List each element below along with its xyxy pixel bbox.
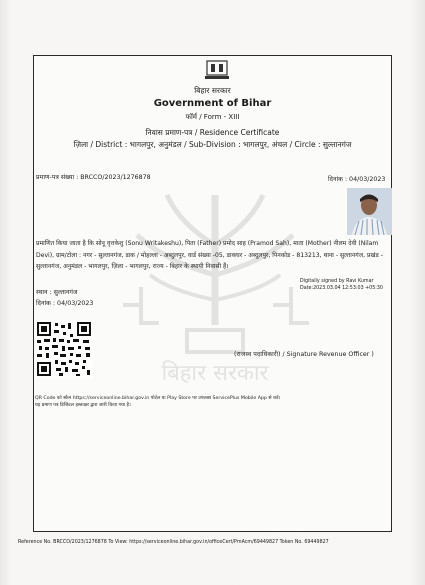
form-number: फॉर्म / Form - XIII — [185, 113, 240, 121]
place-label: स्थान : सुल्तानगंज — [36, 289, 78, 296]
qr-instruction — [35, 395, 280, 409]
digital-signature — [300, 278, 383, 292]
certificate-title: निवास प्रमाण-पत्र / Residence Certificate — [145, 128, 280, 137]
digital-signature-line-1: Digitally signed by Ravi Kumar — [300, 279, 374, 284]
place-date: दिनांक : 04/03/2023 — [36, 300, 94, 307]
applicant-photo — [347, 188, 392, 235]
government-title: Government of Bihar — [153, 98, 272, 109]
certificate-number: प्रमाण-पत्र संख्या : BRCCO/2023/1276878 — [36, 174, 151, 181]
qr-code[interactable] — [35, 310, 93, 388]
hindi-title: बिहार सरकार — [194, 86, 231, 95]
tree-watermark-icon — [95, 175, 335, 400]
reference-line: Reference No. BRCCO/2023/1276878 To View: https://serviceonline.bihar.gov.in/officeCert/PmAcm/69449827 Token No. 69449827 — [18, 540, 329, 545]
qr-instruction-line-1: QR Code को स्कैन https://serviceonline.bihar.gov.in पोर्टल या Play Store पर उपलब्ध ServicePlus Mobile App से करें। — [35, 396, 281, 401]
certificate-body: प्रमाणित किया जाता है कि सोनू वृत्तकेशु (Sonu Writakeshu), पिता (Father) प्रमोद साह (Pramod Sah), माता (Mother) नीलम देवी (Nilam Devi), ग्राम/टोला : नगर - सुल्तानगंज, डाक / मोहल्ला - अब्दुलपुर, वार्ड संख्या -05, डाकघर - अब्दुलपुर, पिनकोड - 813213, थाना - सुल्तानगंज, प्रखंड - सुल्तानगंज, अनुमंडल - भागलपुर, ज़िला - भागलपुर, राज्य - बिहार के स्थायी निवासी हैं। — [36, 240, 383, 271]
watermark-text: बिहार सरकार — [161, 361, 269, 386]
location-line: ज़िला / District : भागलपुर, अनुमंडल / Sub-Division : भागलपुर, अंचल / Circle : सुल्तानगंज — [73, 140, 352, 149]
issue-date: दिनांक : 04/03/2023 — [328, 176, 386, 183]
digital-signature-line-2: Date:2023.03.04 12:53:03 +05:30 — [300, 286, 383, 291]
state-emblem-icon — [201, 58, 233, 82]
qr-instruction-line-2: यह प्रमाण पत्र डिजिटल हस्ताक्षर द्वारा जारी किया गया है। — [35, 403, 131, 408]
officer-signature: (राजस्व पदाधिकारी) / Signature Revenue Officer ) — [234, 351, 374, 358]
